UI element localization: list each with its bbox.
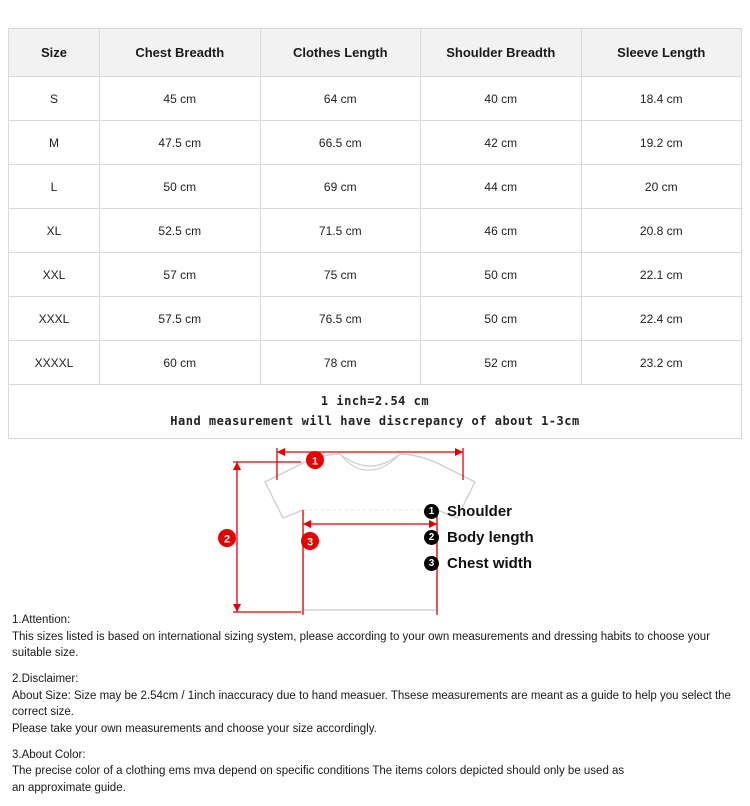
shoulder-marker-number: 1: [311, 455, 319, 468]
cell-size: M: [9, 121, 100, 165]
cell-size: XL: [9, 209, 100, 253]
legend-item-shoulder: [424, 503, 624, 520]
footnote-measurement-discrepancy: Hand measurement will have discrepancy of about 1-3cm: [170, 413, 580, 428]
legend-label-shoulder: Shoulder: [447, 503, 513, 520]
cell-clothes-length: 71.5 cm: [260, 209, 421, 253]
table-row: [9, 253, 742, 297]
cell-size: L: [9, 165, 100, 209]
cell-shoulder-breadth: 50 cm: [421, 253, 582, 297]
legend-bullet-1-icon: 1: [424, 504, 439, 519]
cell-clothes-length: 76.5 cm: [260, 297, 421, 341]
cell-chest-breadth: 50 cm: [100, 165, 261, 209]
table-row: [9, 77, 742, 121]
note-about-color-line-1: The precise color of a clothing ems mva depend on specific conditions The items colors depicted should only be used as: [12, 765, 625, 778]
cell-shoulder-breadth: 52 cm: [421, 341, 582, 385]
table-row: [9, 121, 742, 165]
note-attention-line-1: This sizes listed is based on international sizing system, please according to your own measurements and dressing habits to choose your suitable size.: [12, 630, 711, 660]
arrow-length-bottom: [233, 604, 241, 612]
note-disclaimer-line-1: About Size: Size may be 2.54cm / 1inch inaccuracy due to hand measuer. Thsese measurements are meant as a guide to help you select the correct size.: [12, 689, 731, 719]
note-disclaimer-title: 2.Disclaimer:: [12, 673, 79, 686]
note-attention-title: 1.Attention:: [12, 614, 71, 626]
arrow-shoulder-left: [277, 448, 285, 456]
cell-sleeve-length: 19.2 cm: [581, 121, 742, 165]
size-table: [8, 28, 742, 439]
cell-chest-breadth: 57.5 cm: [100, 297, 261, 341]
legend-item-body-length: [424, 529, 624, 546]
column-header-shoulder-breadth: Shoulder Breadth: [421, 29, 582, 77]
cell-sleeve-length: 22.4 cm: [581, 297, 742, 341]
size-table-container: [8, 28, 742, 439]
cell-shoulder-breadth: 42 cm: [421, 121, 582, 165]
cell-chest-breadth: 52.5 cm: [100, 209, 261, 253]
cell-clothes-length: 75 cm: [260, 253, 421, 297]
cell-sleeve-length: 20.8 cm: [581, 209, 742, 253]
cell-clothes-length: 66.5 cm: [260, 121, 421, 165]
column-header-chest-breadth: Chest Breadth: [100, 29, 261, 77]
table-header: [9, 29, 742, 77]
legend-bullet-3-icon: 3: [424, 556, 439, 571]
cell-size: XXXL: [9, 297, 100, 341]
cell-clothes-length: 64 cm: [260, 77, 421, 121]
column-header-clothes-length: Clothes Length: [260, 29, 421, 77]
legend-bullet-2-icon: 2: [424, 530, 439, 545]
note-attention: [12, 612, 738, 662]
chest-width-marker-number: 3: [306, 536, 314, 549]
cell-shoulder-breadth: 46 cm: [421, 209, 582, 253]
body-length-marker-number: 2: [223, 533, 231, 546]
table-row: [9, 297, 742, 341]
note-disclaimer: [12, 671, 738, 738]
note-about-color-title: 3.About Color:: [12, 748, 86, 761]
cell-clothes-length: 78 cm: [260, 341, 421, 385]
cell-sleeve-length: 22.1 cm: [581, 253, 742, 297]
cell-clothes-length: 69 cm: [260, 165, 421, 209]
legend-label-chest-width: Chest width: [447, 555, 532, 572]
legend-item-chest-width: [424, 555, 624, 572]
cell-sleeve-length: 18.4 cm: [581, 77, 742, 121]
table-header-row: [9, 29, 742, 77]
note-disclaimer-line-2: Please take your own measurements and choose your size accordingly.: [12, 723, 377, 736]
arrow-length-top: [233, 462, 241, 470]
cell-chest-breadth: 60 cm: [100, 341, 261, 385]
column-header-sleeve-length: Sleeve Length: [581, 29, 742, 77]
cell-chest-breadth: 47.5 cm: [100, 121, 261, 165]
cell-chest-breadth: 57 cm: [100, 253, 261, 297]
table-row: [9, 341, 742, 385]
cell-sleeve-length: 20 cm: [581, 165, 742, 209]
cell-shoulder-breadth: 40 cm: [421, 77, 582, 121]
cell-size: XXL: [9, 253, 100, 297]
legend-label-body-length: Body length: [447, 529, 534, 546]
cell-chest-breadth: 45 cm: [100, 77, 261, 121]
arrow-shoulder-right: [455, 448, 463, 456]
cell-shoulder-breadth: 50 cm: [421, 297, 582, 341]
cell-shoulder-breadth: 44 cm: [421, 165, 582, 209]
cell-sleeve-length: 23.2 cm: [581, 341, 742, 385]
cell-size: S: [9, 77, 100, 121]
column-header-size: Size: [9, 29, 100, 77]
cell-size: XXXXL: [9, 341, 100, 385]
table-row: [9, 165, 742, 209]
note-about-color-line-2: an approximate guide.: [12, 782, 126, 795]
table-footnote-cell: [9, 385, 742, 439]
diagram-legend: [424, 503, 624, 581]
table-footnote-row: [9, 385, 742, 439]
footnote-inch-conversion: 1 inch=2.54 cm: [320, 394, 430, 409]
table-row: [9, 209, 742, 253]
notes-section: [12, 612, 738, 806]
table-body: [9, 77, 742, 439]
note-about-color: [12, 747, 738, 797]
